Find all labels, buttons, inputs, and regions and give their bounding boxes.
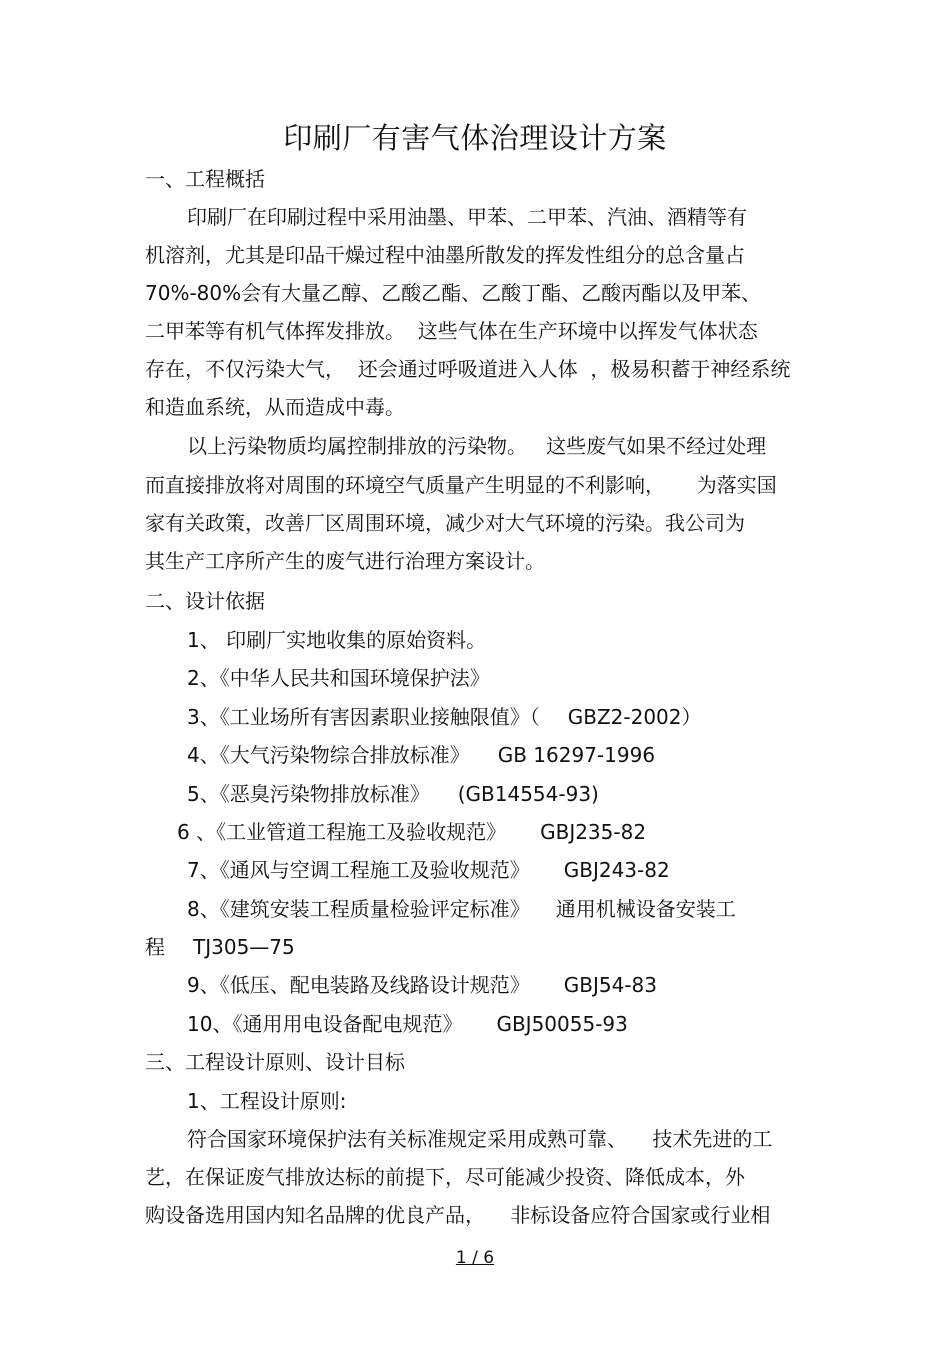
item-number: 8、: [187, 897, 220, 921]
item-code: GBJ243-82: [563, 858, 670, 882]
item-number: 1、: [187, 628, 220, 652]
reference-item: [187, 704, 702, 730]
item-number: 5、: [187, 782, 220, 806]
item-text: 印刷厂实地收集的原始资料。: [226, 628, 487, 652]
paragraph-line: 家有关政策，改善厂区周围环境，减少对大气环境的污染。我公司为: [145, 511, 745, 535]
page-number: 1 / 6: [455, 1248, 495, 1268]
reference-item: [187, 665, 490, 691]
paragraph-line: 和造血系统，从而造成中毒。: [145, 395, 405, 419]
item-number: 10、: [187, 1012, 233, 1036]
subsection-heading: 1、工程设计原则:: [187, 1089, 347, 1113]
paragraph-line: 购设备选用国内知名品牌的优良产品， 非标设备应符合国家或行业相: [145, 1203, 771, 1227]
paragraph-line: 存在，不仅污染大气， 还会通过呼吸道进入人体 ，极易积蓄于神经系统: [145, 357, 791, 381]
item-code: GB 16297-1996: [497, 743, 656, 767]
paragraph-line: 机溶剂，尤其是印品干燥过程中油墨所散发的挥发性组分的总含量占: [145, 243, 745, 267]
section-heading: 一、工程概括: [145, 167, 265, 191]
document-title: 印刷厂有害气体治理设计方案: [283, 121, 667, 155]
item-number: 6 、: [177, 820, 217, 844]
section-heading: 三、工程设计原则、设计目标: [145, 1050, 405, 1074]
item-text: 《建筑安装工程质量检验评定标准》: [219, 897, 530, 921]
item-text: 程: [145, 935, 165, 959]
paragraph-line: 符合国家环境保护法有关标准规定采用成熟可靠、 技术先进的工: [187, 1127, 773, 1151]
paragraph-line: 二甲苯等有机气体挥发排放。 这些气体在生产环境中以挥发气体状态: [145, 319, 758, 343]
paragraph-line: 70%-80%会有大量乙醇、乙酸乙酯、乙酸丁酯、乙酸丙酯以及甲苯、: [145, 281, 762, 305]
paragraph-line: 艺，在保证废气排放达标的前提下，尽可能减少投资、降低成本，外: [145, 1165, 745, 1189]
item-code: (GB14554-93): [457, 782, 599, 806]
item-text: 《大气污染物综合排放标准》: [219, 743, 470, 767]
item-code: GBJ50055-93: [496, 1012, 628, 1036]
reference-item: [187, 627, 486, 653]
item-number: 7、: [187, 858, 220, 882]
item-number: 9、: [187, 973, 220, 997]
item-text: 《低压、配电装路及线路设计规范》: [219, 973, 530, 997]
item-text: 《工业管道工程施工及验收规范》: [216, 820, 507, 844]
item-code: GBJ235-82: [540, 820, 647, 844]
reference-item-continuation: [145, 934, 295, 960]
reference-item: [187, 742, 655, 768]
item-code: GBZ2-2002）: [567, 705, 702, 729]
item-number: 2、: [187, 666, 220, 690]
reference-item: [187, 857, 670, 883]
section-heading: 二、设计依据: [145, 589, 265, 613]
paragraph-line: 而直接排放将对周围的环境空气质量产生明显的不利影响， 为落实国: [145, 473, 777, 497]
paragraph-line: 以上污染物质均属控制排放的污染物。 这些废气如果不经过处理: [187, 434, 767, 458]
reference-item: [187, 781, 599, 807]
reference-item: [187, 896, 736, 922]
item-text: 《通风与空调工程施工及验收规范》: [219, 858, 530, 882]
item-text: 《恶臭污染物排放标准》: [219, 782, 430, 806]
paragraph-line: 其生产工序所产生的废气进行治理方案设计。: [145, 549, 545, 573]
item-text: 《中华人民共和国环境保护法》: [219, 666, 490, 690]
item-code: GBJ54-83: [563, 973, 657, 997]
item-code: 通用机械设备安装工: [555, 897, 736, 921]
item-text: 《通用用电设备配电规范》: [232, 1012, 463, 1036]
item-number: 4、: [187, 743, 220, 767]
item-code: TJ305—75: [193, 935, 295, 959]
item-text: 《工业场所有害因素职业接触限值》（: [219, 705, 540, 729]
reference-item: [177, 819, 646, 845]
reference-item: [187, 1011, 628, 1037]
item-number: 3、: [187, 705, 220, 729]
paragraph-line: 印刷厂在印刷过程中采用油墨、甲苯、二甲苯、汽油、酒精等有: [187, 205, 747, 229]
reference-item: [187, 972, 657, 998]
